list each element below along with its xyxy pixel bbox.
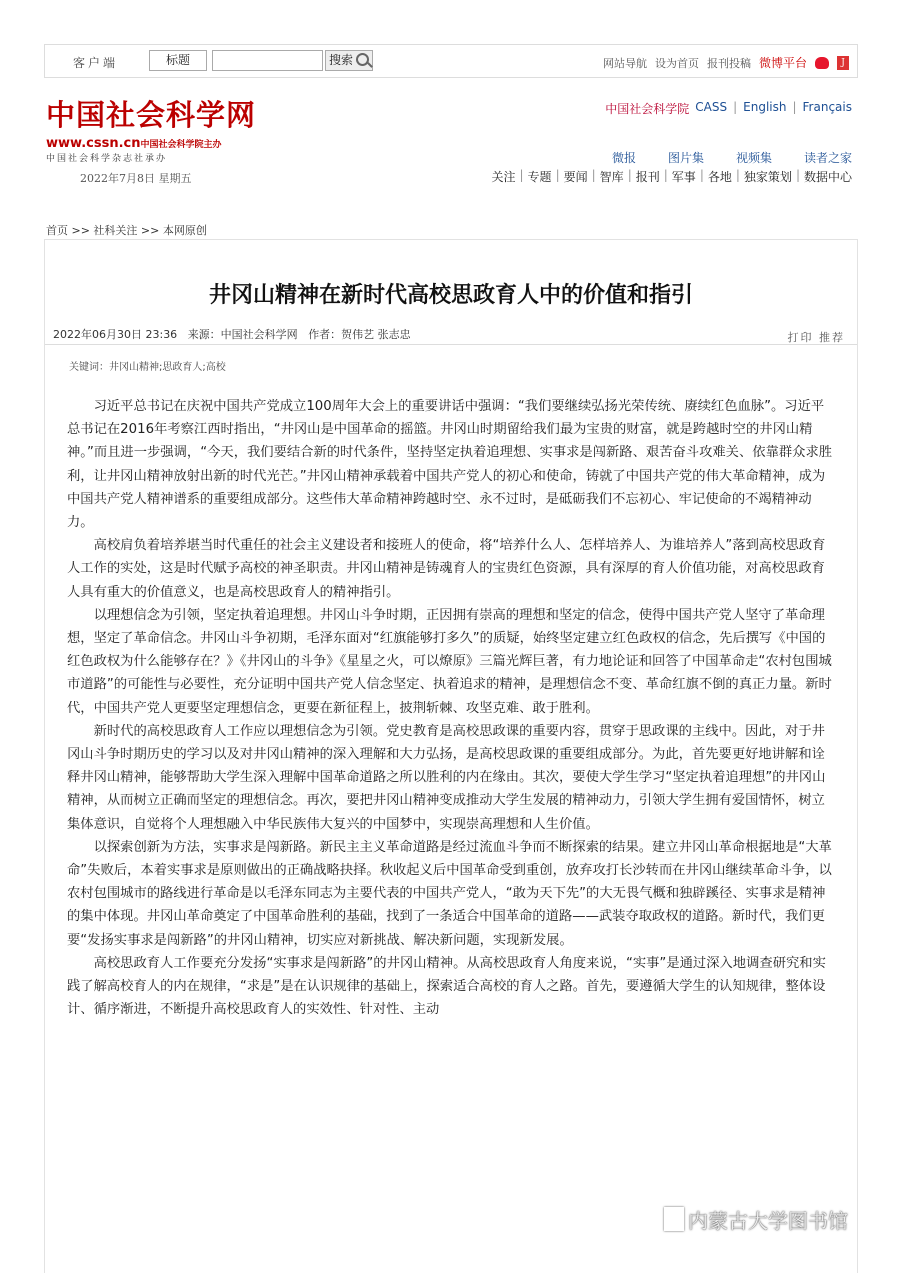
article-authors: 作者：贺伟艺 张志忠	[308, 328, 411, 341]
site-links	[605, 100, 852, 117]
french-link[interactable]: Français	[802, 100, 852, 114]
logo-url-text: www.cssn.cn	[46, 136, 141, 151]
nav-item-topics[interactable]: 专题	[527, 170, 552, 184]
search-type-select[interactable]: 标题	[149, 50, 207, 71]
divider: |	[627, 168, 632, 182]
media-link-videos[interactable]: 视频集	[735, 151, 772, 165]
nav-item-focus[interactable]: 关注	[491, 170, 516, 184]
nav-item-news[interactable]: 要闻	[563, 170, 588, 184]
weibo-link[interactable]: 微博平台	[758, 56, 807, 70]
logo-name: 中国社会科学网	[46, 98, 257, 132]
article-paragraph: 高校思政育人工作要充分发扬“实事求是闯新路”的井冈山精神。从高校思政育人角度来说，“实事”是通过深入地调查研究和实践了解高校育人的内在规律，“求是”是在认识规律的基础上，探索适合高校的育人之路。首先，要遵循大学生的认知规律，整体设计、循序渐进，不断提升高校思政育人的实效性、针对性、主动	[67, 955, 826, 1018]
logo-host: 中国社会科学院主办	[140, 140, 222, 150]
divider: |	[591, 168, 596, 182]
watermark-text: 内蒙古大学图书馆	[688, 1209, 848, 1233]
article-body	[67, 395, 837, 1021]
article-meta	[53, 326, 411, 342]
divider: |	[663, 168, 668, 182]
article-paragraph: 以理想信念为引领，坚定执着追理想。井冈山斗争时期，正因拥有崇高的理想和坚定的信念，使得中国共产党人坚守了革命理想，坚定了革命信念。井冈山斗争初期，毛泽东面对“红旗能够打多久”的质疑，始终坚定建立红色政权的信念，先后撰写《中国的红色政权为什么能够存在？》《井冈山的斗争》《星星之火，可以燎原》三篇光辉巨著，有力地论证和回答了中国革命走“农村包围城市道路”的可能性与必要性，充分证明中国共产党人信念坚定、执着追求的精神，是理想信念不变、革命红旗不倒的真正力量。新时代，中国共产党人更要坚定理想信念，更要在新征程上，披荆斩棘、攻坚克难、敢于胜利。	[67, 607, 832, 716]
weibo-icon[interactable]	[815, 57, 829, 69]
media-links	[612, 149, 852, 166]
article-title: 井冈山精神在新时代高校思政育人中的价值和指引	[208, 283, 693, 308]
nav-item-exclusive[interactable]: 独家策划	[743, 170, 792, 184]
site-logo[interactable]	[46, 98, 256, 164]
divider: |	[735, 168, 740, 182]
divider: |	[733, 100, 738, 114]
article-paragraph: 习近平总书记在庆祝中国共产党成立100周年大会上的重要讲话中强调：“我们要继续弘扬光荣传统、赓续红色血脉”。习近平总书记在2016年考察江西时指出，“井冈山是中国革命的摇篮。井冈山时期留给我们最为宝贵的财富，就是跨越时空的井冈山精神。”而且进一步强调，“今天，我们要结合新的时代条件，坚持坚定执着追理想、实事求是闯新路、艰苦奋斗攻难关、依靠群众求胜利，让井冈山精神放射出新的时代光芒。”井冈山精神承载着中国共产党人的初心和使命，铸就了中国共产党的伟大革命精神，成为中国共产党人精神谱系的重要组成部分。这些伟大革命精神跨越时空、永不过时，是砥砺我们不忘初心、牢记使命的不竭精神动力。	[67, 399, 833, 531]
divider	[45, 344, 857, 345]
article-paragraph: 以探索创新为方法，实事求是闯新路。新民主主义革命道路是经过流血斗争而不断探索的结果。建立井冈山革命根据地是“大革命”失败后，本着实事求是原则做出的正确战略抉择。秋收起义后中国革命受到重创，放弃攻打长沙转而在井冈山继续革命斗争，以农村包围城市的路线进行革命是以毛泽东同志为主要代表的中国共产党人，“敢为天下先”的大无畏气概和独辟蹊径、实事求是精神的集中体现。井冈山革命奠定了中国革命胜利的基础，找到了一条适合中国革命的道路——武装夺取政权的道路。新时代，我们更要“发扬实事求是闯新路”的井冈山精神，切实应对新挑战、解决新问题，实现新发展。	[67, 839, 832, 948]
pdf-icon[interactable]: J	[837, 56, 849, 70]
article-paragraph: 高校肩负着培养堪当时代重任的社会主义建设者和接班人的使命，将“培养什么人、怎样培养人、为谁培养人”落到高校思政育人工作的实处，这是时代赋予高校的神圣职责。井冈山精神是铸魂育人的宝贵红色资源，具有深厚的育人价值功能，对高校思政育人具有重大的价值意义，也是高校思政育人的精神指引。	[67, 538, 826, 600]
divider: |	[555, 168, 560, 182]
set-homepage-link[interactable]: 设为首页	[654, 56, 699, 70]
search-button-label: 搜索	[329, 53, 354, 67]
media-link-weibao[interactable]: 微报	[611, 151, 636, 165]
site-nav-link[interactable]: 网站导航	[602, 56, 647, 70]
print-recommend-links[interactable]: 打印 推荐	[787, 331, 845, 344]
search-icon	[356, 53, 369, 66]
library-watermark	[664, 1205, 848, 1234]
media-link-photos[interactable]: 图片集	[667, 151, 704, 165]
divider: |	[795, 168, 800, 182]
cass-cn-link[interactable]: 中国社会科学院	[605, 102, 690, 116]
divider: |	[699, 168, 704, 182]
nav-item-regions[interactable]: 各地	[707, 170, 732, 184]
breadcrumb[interactable]: 首页 >> 社科关注 >> 本网原创	[46, 224, 207, 237]
article-keywords: 关键词：井冈山精神;思政育人;高校	[69, 362, 226, 373]
article-container	[44, 239, 858, 1273]
cass-link[interactable]: CASS	[695, 100, 728, 114]
nav-item-military[interactable]: 军事	[671, 170, 696, 184]
article-datetime: 2022年06月30日 23:36	[53, 328, 178, 341]
main-nav	[491, 168, 852, 185]
current-date: 2022年7月8日 星期五	[80, 172, 192, 185]
logo-url	[46, 136, 256, 151]
top-toolbar	[44, 44, 858, 78]
divider: |	[792, 100, 797, 114]
divider: |	[519, 168, 524, 182]
submit-manuscript-link[interactable]: 报刊投稿	[706, 56, 751, 70]
nav-item-data[interactable]: 数据中心	[803, 170, 852, 184]
top-links	[603, 54, 849, 71]
media-link-readers[interactable]: 读者之家	[803, 151, 852, 165]
client-link[interactable]: 客户端	[73, 56, 119, 70]
library-logo-icon	[664, 1207, 684, 1231]
logo-publisher: 中国社会科学杂志社承办	[46, 154, 168, 164]
search-input[interactable]	[212, 50, 323, 71]
nav-item-periodicals[interactable]: 报刊	[635, 170, 660, 184]
english-link[interactable]: English	[743, 100, 787, 114]
article-paragraph: 新时代的高校思政育人工作应以理想信念为引领。党史教育是高校思政课的重要内容，贯穿于思政课的主线中。因此，对于井冈山斗争时期历史的学习以及对井冈山精神的深入理解和大力弘扬，是高校思政课的重要组成部分。为此，首先要更好地讲解和诠释井冈山精神，能够帮助大学生深入理解中国革命道路之所以胜利的内在缘由。其次，要使大学生学习“坚定执着追理想”的井冈山精神，从而树立正确而坚定的理想信念。再次，要把井冈山精神变成推动大学生发展的精神动力，引领大学生拥有爱国情怀，树立集体意识，自觉将个人理想融入中华民族伟大复兴的中国梦中，实现崇高理想和人生价值。	[67, 723, 826, 832]
article-source: 来源：中国社会科学网	[187, 328, 298, 341]
nav-item-thinktank[interactable]: 智库	[599, 170, 624, 184]
search-button[interactable]	[325, 50, 373, 71]
